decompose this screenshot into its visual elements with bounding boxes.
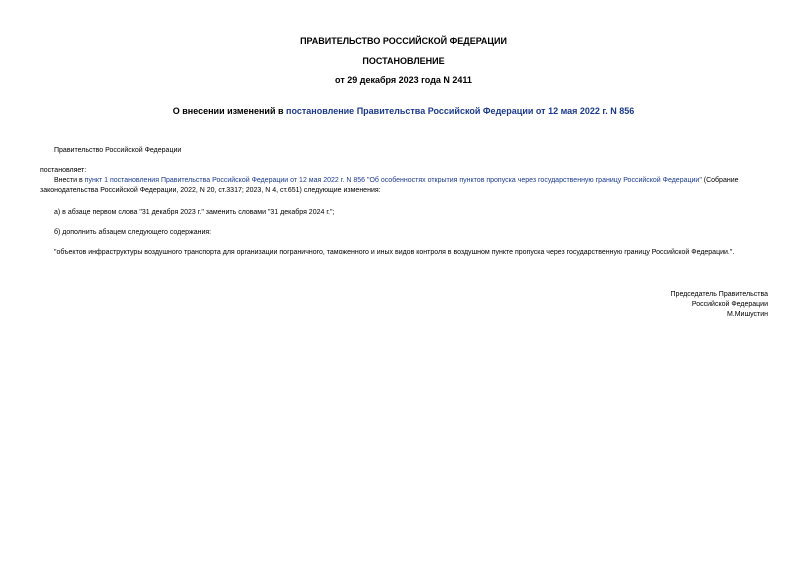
document-title: [0, 106, 807, 117]
main-para-prefix: Внести в: [54, 177, 85, 184]
item-a: а) в абзаце первом слова "31 декабря 2023 г." заменить словами "31 декабря 2024 г.";: [54, 209, 335, 216]
item-b: б) дополнить абзацем следующего содержания:: [54, 229, 212, 236]
document-type-heading: ПОСТАНОВЛЕНИЕ: [362, 56, 445, 66]
resolves-line: постановляет:: [40, 167, 87, 174]
issuer-line: Правительство Российской Федерации: [54, 147, 182, 154]
signature-title-line1: Председатель Правительства: [670, 291, 768, 298]
signature-name: М.Мишустин: [726, 311, 768, 318]
title-link-resolution-856[interactable]: постановление Правительства Российской Федерации от 12 мая 2022 г. N 856: [286, 106, 635, 116]
main-para-link[interactable]: пункт 1 постановления Правительства Российской Федерации от 12 мая 2022 г. N 856 "Об особенностях открытия пунктов пропуска через государственную границу Российской Федерации": [84, 177, 702, 184]
date-number-heading: от 29 декабря 2023 года N 2411: [335, 75, 472, 85]
main-para-suffix: (Собрание законодательства Российской Федерации, 2022, N 20, ст.3317; 2023, N 4, ст.651) следующие изменения:: [40, 177, 739, 194]
quoted-addition: "объектов инфраструктуры воздушного транспорта для организации пограничного, таможенного и иных видов контроля в воздушном пункте пропуска через государственную границу Российской Федерации.".: [54, 249, 735, 256]
title-prefix: О внесении изменений в: [172, 106, 287, 116]
main-paragraph: [40, 176, 772, 196]
government-heading: ПРАВИТЕЛЬСТВО РОССИЙСКОЙ ФЕДЕРАЦИИ: [300, 36, 507, 46]
signature-title-line2: Российской Федерации: [691, 301, 768, 308]
